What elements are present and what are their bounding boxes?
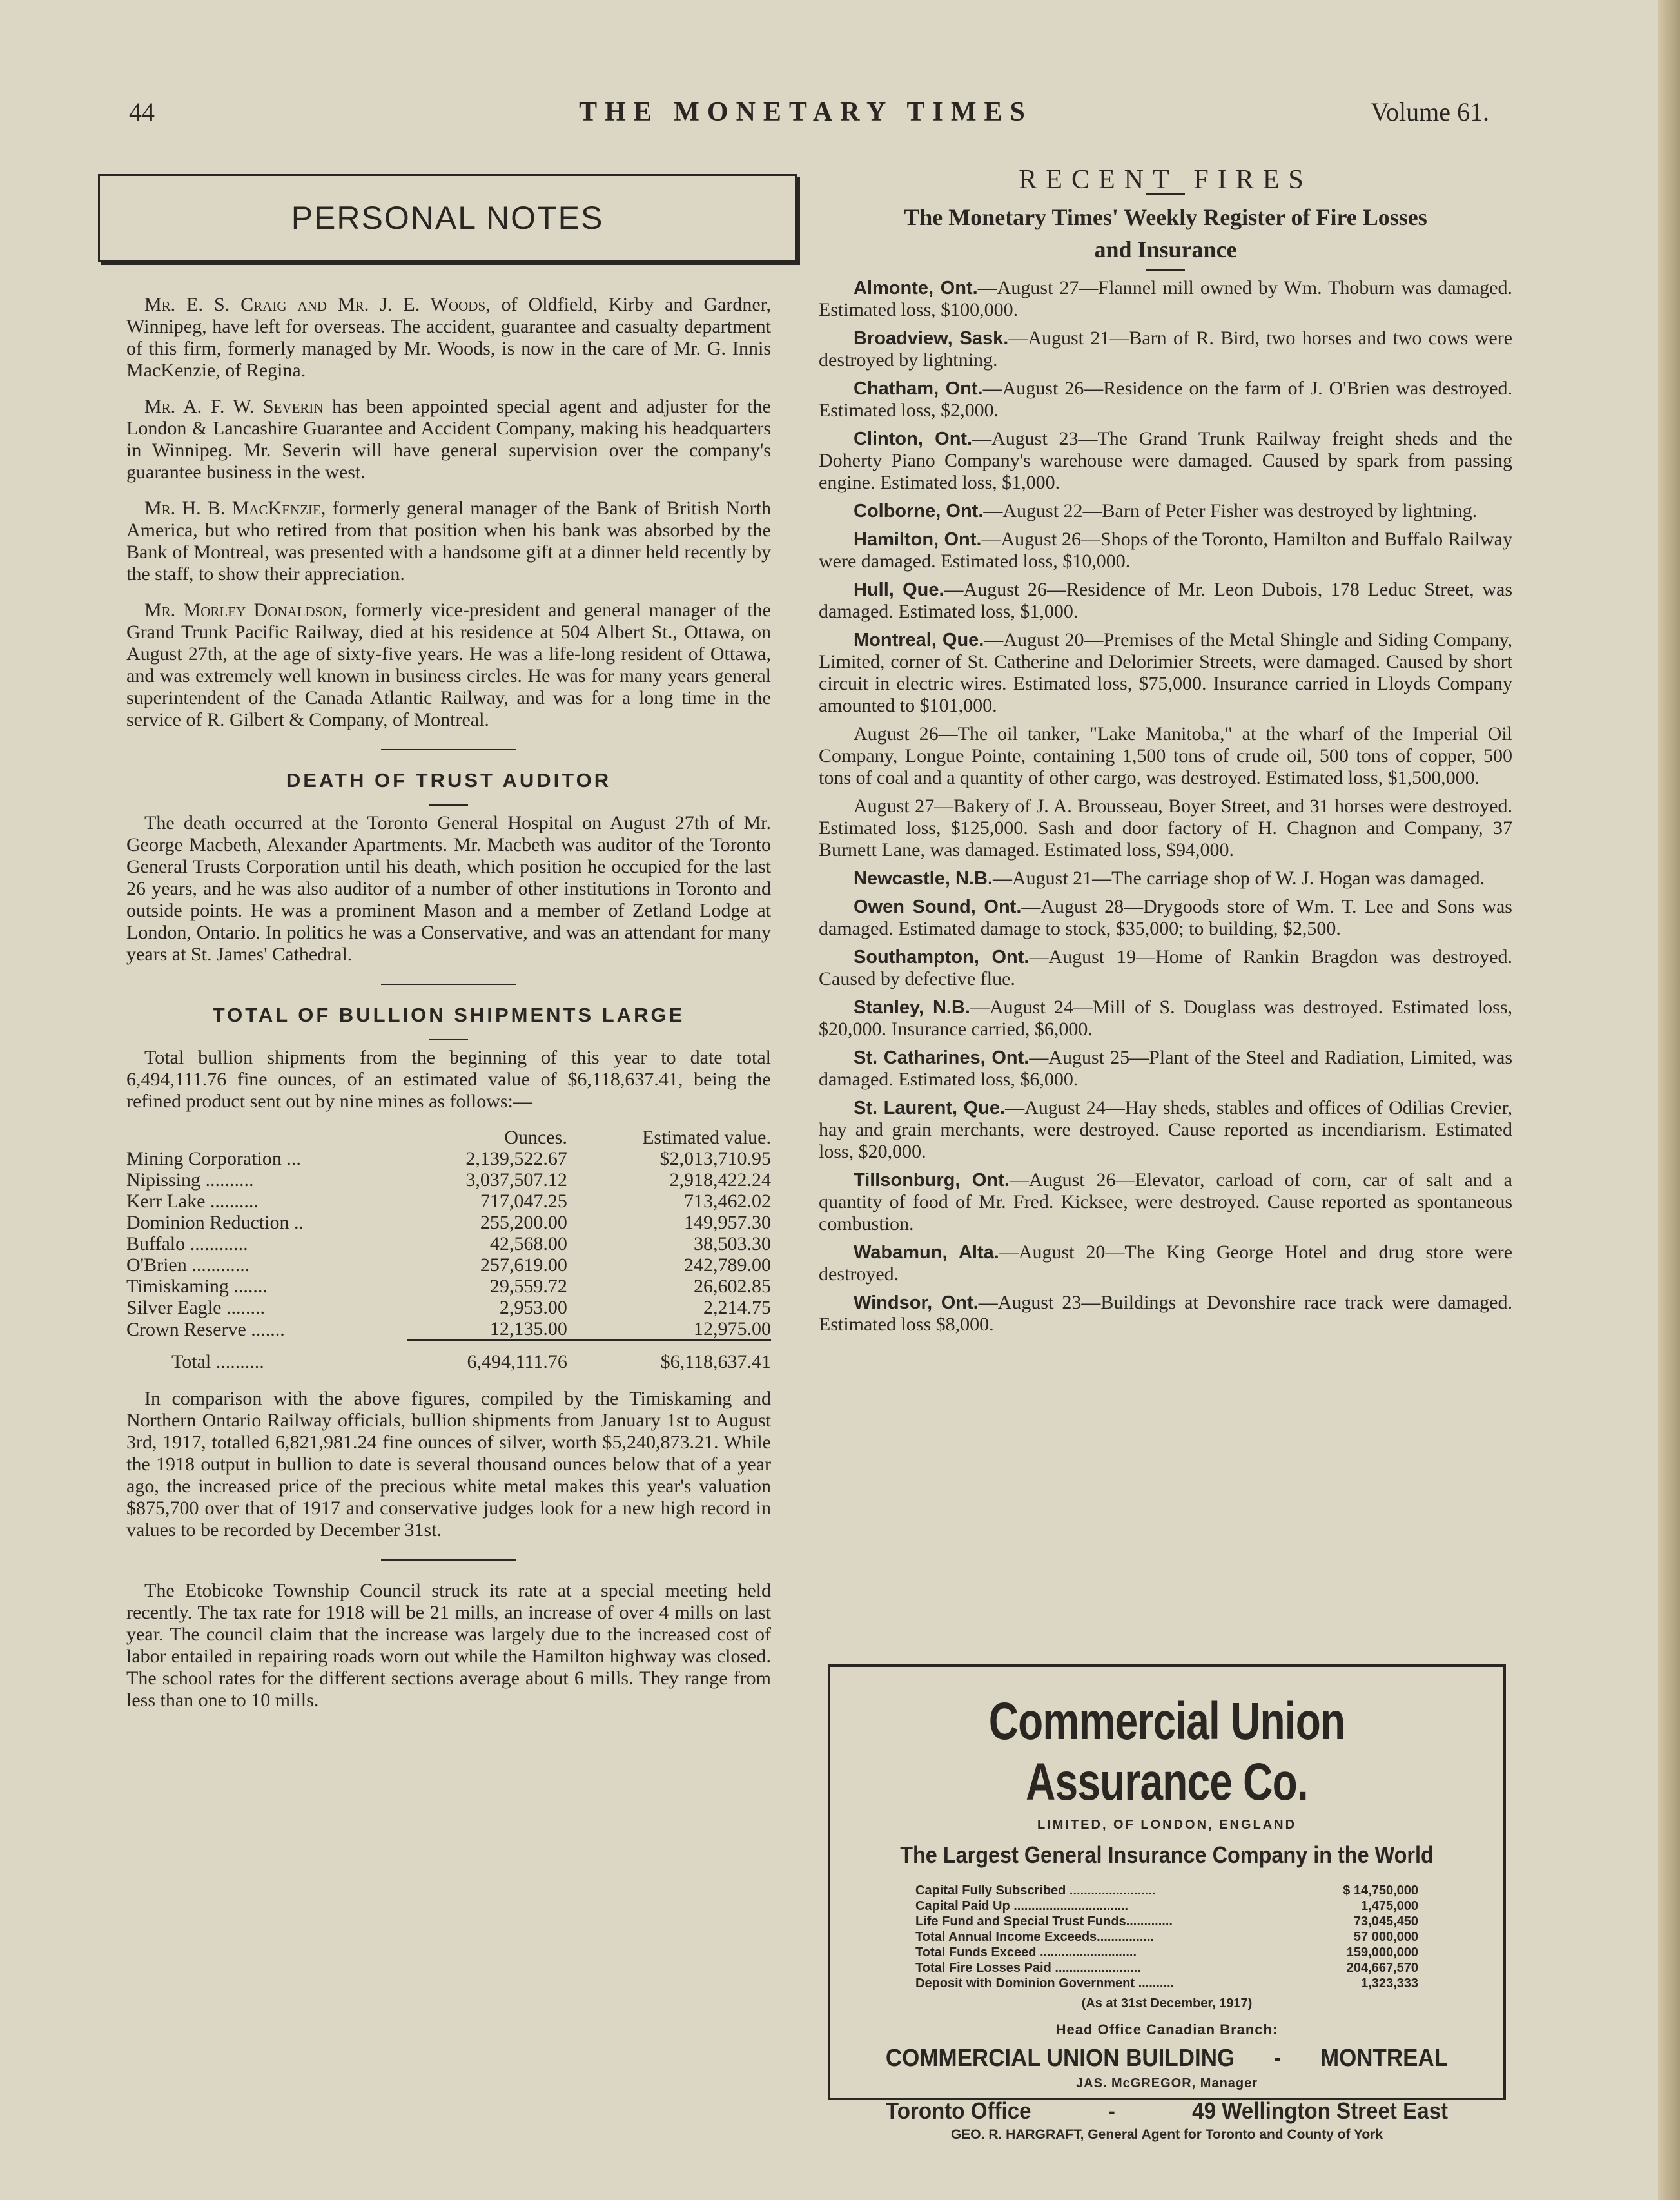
- ad-manager: JAS. McGREGOR, Manager: [1075, 2076, 1258, 2090]
- ounces-cell: 29,559.72: [489, 1276, 567, 1297]
- fire-place: Colborne, Ont.: [854, 501, 984, 521]
- fire-entry: August 26—The oil tanker, "Lake Manitoba," at the wharf of the Imperial Oil Company, Longue Pointe, containing 1,500 tons of crude oil, 500 tons of copper, 500 tons of coal and a quantity of other cargo, was destroyed. Estimated loss, $1,500,000.: [819, 723, 1512, 788]
- ad-building: COMMERCIAL UNION BUILDING: [885, 2045, 1235, 2072]
- fire-entry: Hamilton, Ont.—August 26—Shops of the Toronto, Hamilton and Buffalo Railway were damaged. Estimated loss, $10,000.: [819, 529, 1512, 572]
- ad-building-row: COMMERCIAL UNION BUILDING - MONTREAL: [885, 2045, 1449, 2072]
- personal-notes-heading: [98, 174, 797, 262]
- value-column-header: Estimated value.: [642, 1127, 771, 1148]
- value-cell: 713,462.02: [684, 1191, 771, 1212]
- total-label: Total ..........: [171, 1350, 264, 1372]
- fire-place: St. Laurent, Que.: [854, 1098, 1006, 1118]
- value-cell: 12,975.00: [694, 1318, 771, 1339]
- personal-notes-title: PERSONAL NOTES: [291, 200, 604, 236]
- fire-entry: Hull, Que.—August 26—Residence of Mr. Leon Dubois, 178 Leduc Street, was damaged. Estimated loss, $1,000.: [819, 579, 1513, 622]
- commercial-union-advertisement: [828, 1664, 1506, 2142]
- personal-note: Mr. H. B. MacKenzie, formerly general manager of the Bank of British North America, but who retired from that position when his bank was absorbed by the Bank of Montreal, was presented with a handsome gift at a dinner held recently by the staff, to show their appreciation.: [126, 498, 772, 585]
- total-ounces: 6,494,111.76: [407, 1340, 567, 1372]
- fire-place: Newcastle, N.B.: [854, 868, 993, 889]
- mine-name: Nipissing ..........: [126, 1169, 254, 1191]
- personal-notes-list: [126, 294, 771, 731]
- ounces-cell: 2,139,522.67: [465, 1148, 567, 1169]
- ad-slogan: The Largest General Insurance Company in the World: [900, 1842, 1434, 1868]
- fire-place: Almonte, Ont.: [854, 278, 978, 298]
- ounces-cell: 42,568.00: [489, 1233, 567, 1254]
- value-cell: 38,503.30: [694, 1233, 771, 1254]
- financial-row: Deposit with Dominion Government .......... 1,323,333: [915, 1976, 1418, 1991]
- mine-name: O'Brien ............: [126, 1254, 250, 1276]
- financial-row: Total Fire Losses Paid ........................ 204,667,570: [915, 1961, 1418, 1975]
- value-cell: 242,789.00: [684, 1254, 771, 1276]
- recent-fires-title: RECENT FIRES: [1019, 165, 1313, 195]
- ounces-cell: 12,135.00: [489, 1318, 567, 1339]
- death-article: The death occurred at the Toronto General Hospital on August 27th of Mr. George Macbeth, Alexander Apartments. Mr. Macbeth was auditor of the Toronto General Trusts Corporation until his death, which position he occupied for the last 26 years, and he was also auditor of a number of other institutions in Toronto and outside points. He was a prominent Mason and a member of Zetland Lodge at London, Ontario. In politics he was a Conservative, and was an attendant for many years at St. James' Cathedral.: [126, 812, 771, 965]
- right-column: [819, 165, 1513, 1342]
- person-name: Mr. A. F. W. Severin: [144, 396, 324, 417]
- fire-place: Chatham, Ont.: [854, 378, 983, 399]
- mine-name: Buffalo ............: [126, 1233, 248, 1254]
- ad-head-office-label: Head Office Canadian Branch:: [1055, 2021, 1278, 2038]
- ad-city: MONTREAL: [1320, 2045, 1449, 2072]
- table-row: [126, 1148, 771, 1169]
- fire-place: Hamilton, Ont.: [854, 529, 982, 550]
- volume-label: Volume 61.: [1371, 97, 1489, 126]
- fire-place: Broadview, Sask.: [854, 328, 1009, 349]
- ounces-cell: 717,047.25: [480, 1191, 567, 1212]
- fire-place: Owen Sound, Ont.: [854, 897, 1022, 917]
- masthead: THE MONETARY TIMES: [579, 97, 1033, 127]
- etobicoke-article: The Etobicoke Township Council struck its rate at a special meeting held recently. The tax rate for 1918 will be 21 mills, an increase of over 4 mills on last year. The council claim that the increase was largely due to the increased cost of labor entailed in repairing roads worn out while the Hamilton highway was closed. The school rates for the different sections average about 6 mills. They range from less than one to 10 mills.: [126, 1580, 771, 1711]
- fire-entry: August 27—Bakery of J. A. Brousseau, Boyer Street, and 31 horses were destroyed. Estimated loss, $125,000. Sash and door factory of H. Chagnon and Company, 37 Burnett Lane, was damaged. Estimated loss, $94,000.: [819, 795, 1512, 861]
- ad-agent: GEO. R. HARGRAFT, General Agent for Toronto and County of York: [950, 2127, 1383, 2142]
- fire-entry: Montreal, Que.—August 20—Premises of the Metal Shingle and Siding Company, Limited, corner of St. Catherine and Delorimier Streets, were damaged. Caused by short circuit in electric wires. Estimated loss, $75,000. Insurance carried in Lloyds Company amounted to $101,000.: [819, 629, 1512, 716]
- fire-place: Southampton, Ont.: [854, 947, 1030, 968]
- fire-entry: St. Laurent, Que.—August 24—Hay sheds, stables and offices of Odilias Crevier, hay and grain merchants, were destroyed. Cause reported as incendiarism. Estimated loss, $20,000.: [819, 1097, 1512, 1162]
- mine-name: Silver Eagle ........: [126, 1297, 265, 1318]
- divider: [381, 984, 516, 985]
- fire-place: Clinton, Ont.: [854, 429, 973, 449]
- fire-entry: Stanley, N.B.—August 24—Mill of S. Douglass was destroyed. Estimated loss, $20,000. Insurance carried, $6,000.: [819, 997, 1512, 1040]
- financial-row: Total Annual Income Exceeds................ 57 000,000: [915, 1930, 1418, 1944]
- fire-place: Tillsonburg, Ont.: [854, 1170, 1010, 1191]
- ad-financials: [915, 1883, 1418, 1991]
- fire-entry: Broadview, Sask.—August 21—Barn of R. Bird, two horses and two cows were destroyed by lightning.: [819, 327, 1512, 371]
- table-row: [126, 1254, 771, 1276]
- fire-entry: Owen Sound, Ont.—August 28—Drygoods store of Wm. T. Lee and Sons was damaged. Estimated damage to stock, $35,000; to building, $2,500.: [819, 896, 1512, 939]
- bullion-comparison: In comparison with the above figures, compiled by the Timiskaming and Northern Ontario Railway officials, bullion shipments from January 1st to August 3rd, 1917, totalled 6,821,981.24 fine ounces of silver, worth $5,240,873.21. While the 1918 output in bullion to date is several thousand ounces below that of a year ago, the increased price of the precious white metal makes this year's valuation $875,700 over that of 1917 and conservative judges look for a new high record in values to be recorded by December 31st.: [126, 1388, 771, 1541]
- ad-company-name: Commercial Union Assurance Co.: [988, 1692, 1345, 1811]
- financial-row: Life Fund and Special Trust Funds............. 73,045,450: [915, 1914, 1418, 1929]
- fire-place: Windsor, Ont.: [854, 1292, 979, 1313]
- fire-place: St. Catharines, Ont.: [854, 1047, 1030, 1068]
- page-edge: [1658, 0, 1680, 2200]
- ad-toronto-label: Toronto Office: [885, 2098, 1031, 2124]
- bullion-table: [126, 1127, 771, 1372]
- ounces-column-header: Ounces.: [504, 1127, 567, 1148]
- divider: [429, 1039, 468, 1040]
- left-column: [126, 174, 771, 1726]
- bullion-heading: TOTAL OF BULLION SHIPMENTS LARGE: [212, 1004, 685, 1026]
- table-row: [126, 1212, 771, 1233]
- value-cell: 149,957.30: [684, 1212, 771, 1233]
- total-value: $6,118,637.41: [567, 1340, 771, 1372]
- financial-row: Capital Fully Subscribed ........................ $ 14,750,000: [915, 1884, 1418, 1898]
- fire-entry: Newcastle, N.B.—August 21—The carriage shop of W. J. Hogan was damaged.: [854, 868, 1485, 889]
- personal-note: Mr. A. F. W. Severin has been appointed special agent and adjuster for the London & Lancashire Guarantee and Accident Company, making his headquarters in Winnipeg. Mr. Severin will have general supervision over the company's guarantee business in the west.: [126, 396, 772, 483]
- total-row: [126, 1340, 771, 1372]
- bullion-table-header: [126, 1127, 771, 1148]
- value-cell: 2,214.75: [703, 1297, 771, 1318]
- financial-row: Total Funds Exceed ........................... 159,000,000: [915, 1945, 1418, 1960]
- personal-note: Mr. E. S. Craig and Mr. J. E. Woods, of Oldfield, Kirby and Gardner, Winnipeg, have left for overseas. The accident, guarantee and casualty department of this firm, formerly managed by Mr. Woods, is now in the care of Mr. G. Innis MacKenzie, of Regina.: [126, 294, 771, 381]
- value-cell: $2,013,710.95: [659, 1148, 771, 1169]
- table-row: [126, 1276, 771, 1297]
- fire-entry: Wabamun, Alta.—August 20—The King George Hotel and drug store were destroyed.: [819, 1241, 1512, 1285]
- fire-entry: Southampton, Ont.—August 19—Home of Rankin Bragdon was destroyed. Caused by defective flue.: [819, 946, 1512, 989]
- mine-name: Kerr Lake ..........: [126, 1191, 259, 1212]
- divider: [381, 1559, 516, 1561]
- table-row: [126, 1233, 771, 1254]
- fire-entry: Windsor, Ont.—August 23—Buildings at Devonshire race track were damaged. Estimated loss $8,000.: [819, 1292, 1512, 1335]
- death-heading: DEATH OF TRUST AUDITOR: [286, 769, 612, 792]
- fire-list: [819, 277, 1512, 1336]
- fire-place: Montreal, Que.: [854, 630, 984, 650]
- fire-place: Hull, Que.: [854, 579, 944, 600]
- value-cell: 26,602.85: [694, 1276, 771, 1297]
- mine-name: Crown Reserve .......: [126, 1318, 285, 1340]
- personal-note: Mr. Morley Donaldson, formerly vice-president and general manager of the Grand Trunk Pacific Railway, died at his residence at 504 Albert St., Ottawa, on August 27th, at the age of sixty-five years. He was a life-long resident of Ottawa, and was extremely well known in business circles. He was for many years general superintendent of the Canada Atlantic Railway, and was for a long time in the service of R. Gilbert & Company, of Montreal.: [126, 599, 771, 730]
- ounces-cell: 2,953.00: [499, 1297, 567, 1318]
- table-row: [126, 1318, 771, 1340]
- ad-as-at-note: (As at 31st December, 1917): [1081, 1996, 1253, 2010]
- value-cell: 2,918,422.24: [669, 1169, 771, 1191]
- table-row: [126, 1191, 771, 1212]
- mine-name: Mining Corporation ...: [126, 1148, 301, 1169]
- fire-place: Wabamun, Alta.: [854, 1242, 999, 1263]
- ounces-cell: 257,619.00: [480, 1254, 567, 1276]
- fire-place: Stanley, N.B.: [854, 997, 970, 1018]
- ounces-cell: 3,037,507.12: [465, 1169, 567, 1191]
- fire-entry: Chatham, Ont.—August 26—Residence on the farm of J. O'Brien was destroyed. Estimated loss, $2,000.: [819, 378, 1512, 421]
- ad-toronto-row: Toronto Office - 49 Wellington Street East: [885, 2098, 1449, 2124]
- table-row: [126, 1169, 771, 1191]
- bullion-intro: Total bullion shipments from the beginning of this year to date total 6,494,111.76 fine ounces, of an estimated value of $6,118,637.41, being the refined product sent out by nine mines as follows:—: [126, 1047, 771, 1112]
- fire-entry: Clinton, Ont.—August 23—The Grand Trunk Railway freight sheds and the Doherty Piano Company's warehouse were damaged. Caused by spark from passing engine. Estimated loss, $1,000.: [819, 428, 1512, 493]
- fire-entry: St. Catharines, Ont.—August 25—Plant of the Steel and Radiation, Limited, was damaged. Estimated loss, $6,000.: [819, 1047, 1512, 1090]
- fire-entry: Tillsonburg, Ont.—August 26—Elevator, carload of corn, car of salt and a quantity of food of Mr. Fred. Kicksee, were destroyed. Cause reported as spontaneous combustion.: [819, 1169, 1513, 1234]
- ounces-cell: 255,200.00: [480, 1212, 567, 1233]
- page-number: 44: [129, 97, 155, 126]
- fire-register-subtitle: The Monetary Times' Weekly Register of Fire Losses and Insurance: [904, 204, 1427, 262]
- person-name: Mr. Morley Donaldson,: [144, 599, 347, 621]
- person-name: Mr. E. S. Craig and Mr. J. E. Woods,: [144, 294, 491, 315]
- page-header: [122, 97, 1489, 135]
- mine-name: Dominion Reduction ..: [126, 1212, 304, 1233]
- person-name: Mr. H. B. MacKenzie,: [144, 498, 326, 519]
- divider: [1146, 269, 1185, 271]
- divider: [381, 749, 516, 750]
- fire-entry: Colborne, Ont.—August 22—Barn of Peter Fisher was destroyed by lightning.: [854, 500, 1478, 521]
- table-row: [126, 1297, 771, 1318]
- ad-limited-line: LIMITED, OF LONDON, ENGLAND: [1037, 1818, 1297, 1832]
- ad-toronto-address: 49 Wellington Street East: [1192, 2098, 1449, 2124]
- financial-row: Capital Paid Up ................................ 1,475,000: [915, 1899, 1418, 1913]
- fire-entry: Almonte, Ont.—August 27—Flannel mill owned by Wm. Thoburn was damaged. Estimated loss, $100,000.: [819, 277, 1512, 320]
- mine-name: Timiskaming .......: [126, 1276, 268, 1297]
- divider: [429, 804, 468, 806]
